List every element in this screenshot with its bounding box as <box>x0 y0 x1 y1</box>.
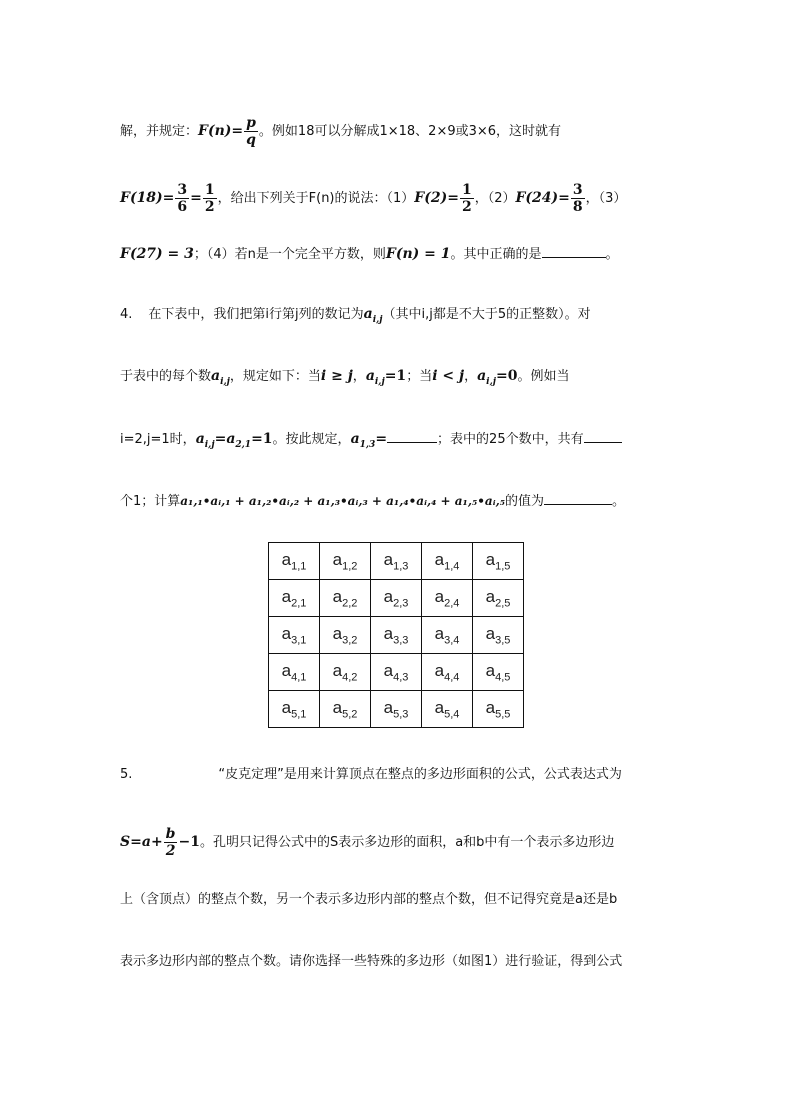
fraction-b-2 <box>164 826 178 859</box>
q5-line-4 <box>120 952 622 972</box>
text: ，规定如下：当 <box>229 369 321 384</box>
table-cell: $a_{5,2}$ <box>320 691 371 728</box>
text: 。其中正确的是 <box>450 247 542 262</box>
text: ，给出下列关于F(n)的说法：（1） <box>217 191 415 206</box>
math-aij: $a_{i,j}$ <box>211 368 230 387</box>
math-eq: = <box>231 123 244 139</box>
math-eq: = <box>130 834 142 850</box>
math-F2: F(2) <box>414 190 448 206</box>
q5-line-3 <box>120 890 617 910</box>
text: i=2,j=1时， <box>120 432 196 447</box>
table-cell: $a_{2,2}$ <box>320 580 371 617</box>
table-cell: $a_{4,4}$ <box>422 654 473 691</box>
table-cell: $a_{3,5}$ <box>473 617 524 654</box>
fraction <box>571 182 585 215</box>
table-row <box>269 580 524 617</box>
q4-line-4 <box>120 490 625 512</box>
text: 。例如18可以分解成1×18、2×9或3×6，这时就有 <box>258 124 562 139</box>
text: 。 <box>612 494 626 509</box>
answer-blank[interactable] <box>542 243 606 258</box>
math-S: S <box>120 834 131 850</box>
text: 。 <box>605 247 619 262</box>
table-cell: $a_{4,3}$ <box>371 654 422 691</box>
math-Fn-eq-1: F(n) = 1 <box>385 246 451 262</box>
table-row <box>269 691 524 728</box>
table-cell: $a_{2,4}$ <box>422 580 473 617</box>
table-cell: $a_{1,4}$ <box>422 543 473 580</box>
answer-blank[interactable] <box>584 428 622 443</box>
table-cell: $a_{3,4}$ <box>422 617 473 654</box>
numerator: 3 <box>177 182 188 198</box>
table-cell: $a_{1,1}$ <box>269 543 320 580</box>
q3-line-2 <box>120 182 626 215</box>
table-cell: $a_{4,5}$ <box>473 654 524 691</box>
denominator: q <box>246 132 256 148</box>
table-cell: $a_{4,1}$ <box>269 654 320 691</box>
math-minus-one: −1 <box>178 834 200 850</box>
math-aij: $a_{i,j}$ <box>195 431 215 450</box>
math-eq: = <box>375 431 388 447</box>
text: ，（3） <box>585 191 627 206</box>
math-eq: = <box>558 190 570 206</box>
q5-line-1 <box>120 765 622 785</box>
text: 上（含顶点）的整点个数，另一个表示多边形内部的整点个数，但不记得究竟是a还是b <box>120 892 618 907</box>
denominator: 8 <box>572 199 583 215</box>
numerator: 1 <box>461 182 472 198</box>
table-row <box>269 543 524 580</box>
aij-table <box>268 542 524 728</box>
text: 。例如当 <box>517 369 570 384</box>
question-number: 4. <box>120 307 133 322</box>
text: “皮克定理”是用来计算顶点在整点的多边形面积的公式，公式表达式为 <box>218 767 622 782</box>
math-eq: = <box>162 190 175 206</box>
math-eq: = <box>190 190 202 206</box>
denominator: 6 <box>177 199 188 215</box>
table-cell: $a_{1,5}$ <box>473 543 524 580</box>
q4-line-2 <box>120 366 569 392</box>
math-Fn: F(n) <box>198 123 232 139</box>
numerator: 1 <box>204 182 215 198</box>
table-cell: $a_{5,1}$ <box>269 691 320 728</box>
math-sum-expression: a₁,₁•aᵢ,₁ + a₁,₂•aᵢ,₂ + a₁,₃•aᵢ,₃ + a₁,₄•aᵢ,₄ + a₁,₅•aᵢ,₅ <box>180 494 505 508</box>
math-a21: $a_{2,1}$ <box>226 431 252 450</box>
q4-line-1 <box>120 304 591 330</box>
table-row <box>269 654 524 691</box>
text: ， <box>464 369 478 384</box>
table-cell: $a_{3,2}$ <box>320 617 371 654</box>
math-eq: = <box>214 431 227 447</box>
text: 于表中的每个数 <box>120 369 212 384</box>
text: ；表中的25个数中，共有 <box>437 432 584 447</box>
text: ；（4）若n是一个完全平方数，则 <box>193 247 386 262</box>
answer-blank[interactable] <box>387 428 437 443</box>
math-F18: F(18) <box>120 190 163 206</box>
text: （其中i,j都是不大于5的正整数）。对 <box>382 307 591 322</box>
text: 。孔明只记得公式中的S表示多边形的面积，a和b中有一个表示多边形边 <box>199 835 615 850</box>
q3-line-1 <box>120 115 561 148</box>
table-cell: $a_{5,4}$ <box>422 691 473 728</box>
math-F27: F(27) = 3 <box>120 246 194 262</box>
math-eq: = <box>447 190 459 206</box>
table-cell: $a_{1,3}$ <box>371 543 422 580</box>
aij-table-body <box>269 543 524 728</box>
q4-line-3 <box>120 428 622 455</box>
table-cell: $a_{2,3}$ <box>371 580 422 617</box>
math-a: a <box>141 834 151 850</box>
text: ；当 <box>406 369 433 384</box>
q5-line-2 <box>120 826 614 859</box>
table-cell: $a_{4,2}$ <box>320 654 371 691</box>
answer-blank[interactable] <box>544 490 612 505</box>
table-cell: $a_{5,3}$ <box>371 691 422 728</box>
math-aij: $a_{i,j}$ <box>477 368 496 387</box>
table-cell: $a_{3,1}$ <box>269 617 320 654</box>
math-aij: $a_{i,j}$ <box>363 306 383 325</box>
numerator: b <box>165 826 176 842</box>
table-cell: $a_{3,3}$ <box>371 617 422 654</box>
question-number: 5. <box>120 767 133 782</box>
text: ，（2） <box>474 191 516 206</box>
fraction <box>203 182 217 215</box>
text: 的值为 <box>505 494 545 509</box>
denominator: 2 <box>165 843 176 859</box>
math-val: =0 <box>495 368 518 384</box>
q3-line-3 <box>120 243 619 265</box>
math-plus: + <box>150 834 163 850</box>
fraction-p-q <box>244 115 258 148</box>
math-val: =1 <box>384 368 407 384</box>
text: 表示多边形内部的整点个数。请你选择一些特殊的多边形（如图1）进行验证，得到公式 <box>120 954 623 969</box>
math-a13: $a_{1,3}$ <box>350 431 376 450</box>
text: ， <box>352 369 366 384</box>
math-cond: i ≥ j <box>320 368 353 384</box>
text: 在下表中，我们把第i行第j列的数记为 <box>148 307 364 322</box>
math-aij: $a_{i,j}$ <box>365 368 385 387</box>
text: 个1；计算 <box>120 494 181 509</box>
table-cell: $a_{5,5}$ <box>473 691 524 728</box>
math-cond: i < j <box>432 368 465 384</box>
table-cell: $a_{2,5}$ <box>473 580 524 617</box>
fraction <box>175 182 189 215</box>
text: 。按此规定， <box>272 432 351 447</box>
numerator: p <box>246 115 256 131</box>
denominator: 2 <box>204 199 215 215</box>
table-row <box>269 617 524 654</box>
denominator: 2 <box>461 199 472 215</box>
table-cell: $a_{1,2}$ <box>320 543 371 580</box>
math-F24: F(24) <box>515 190 559 206</box>
math-val: =1 <box>251 431 273 447</box>
text: 解，并规定： <box>120 124 199 139</box>
numerator: 3 <box>572 182 583 198</box>
fraction <box>460 182 474 215</box>
table-cell: $a_{2,1}$ <box>269 580 320 617</box>
